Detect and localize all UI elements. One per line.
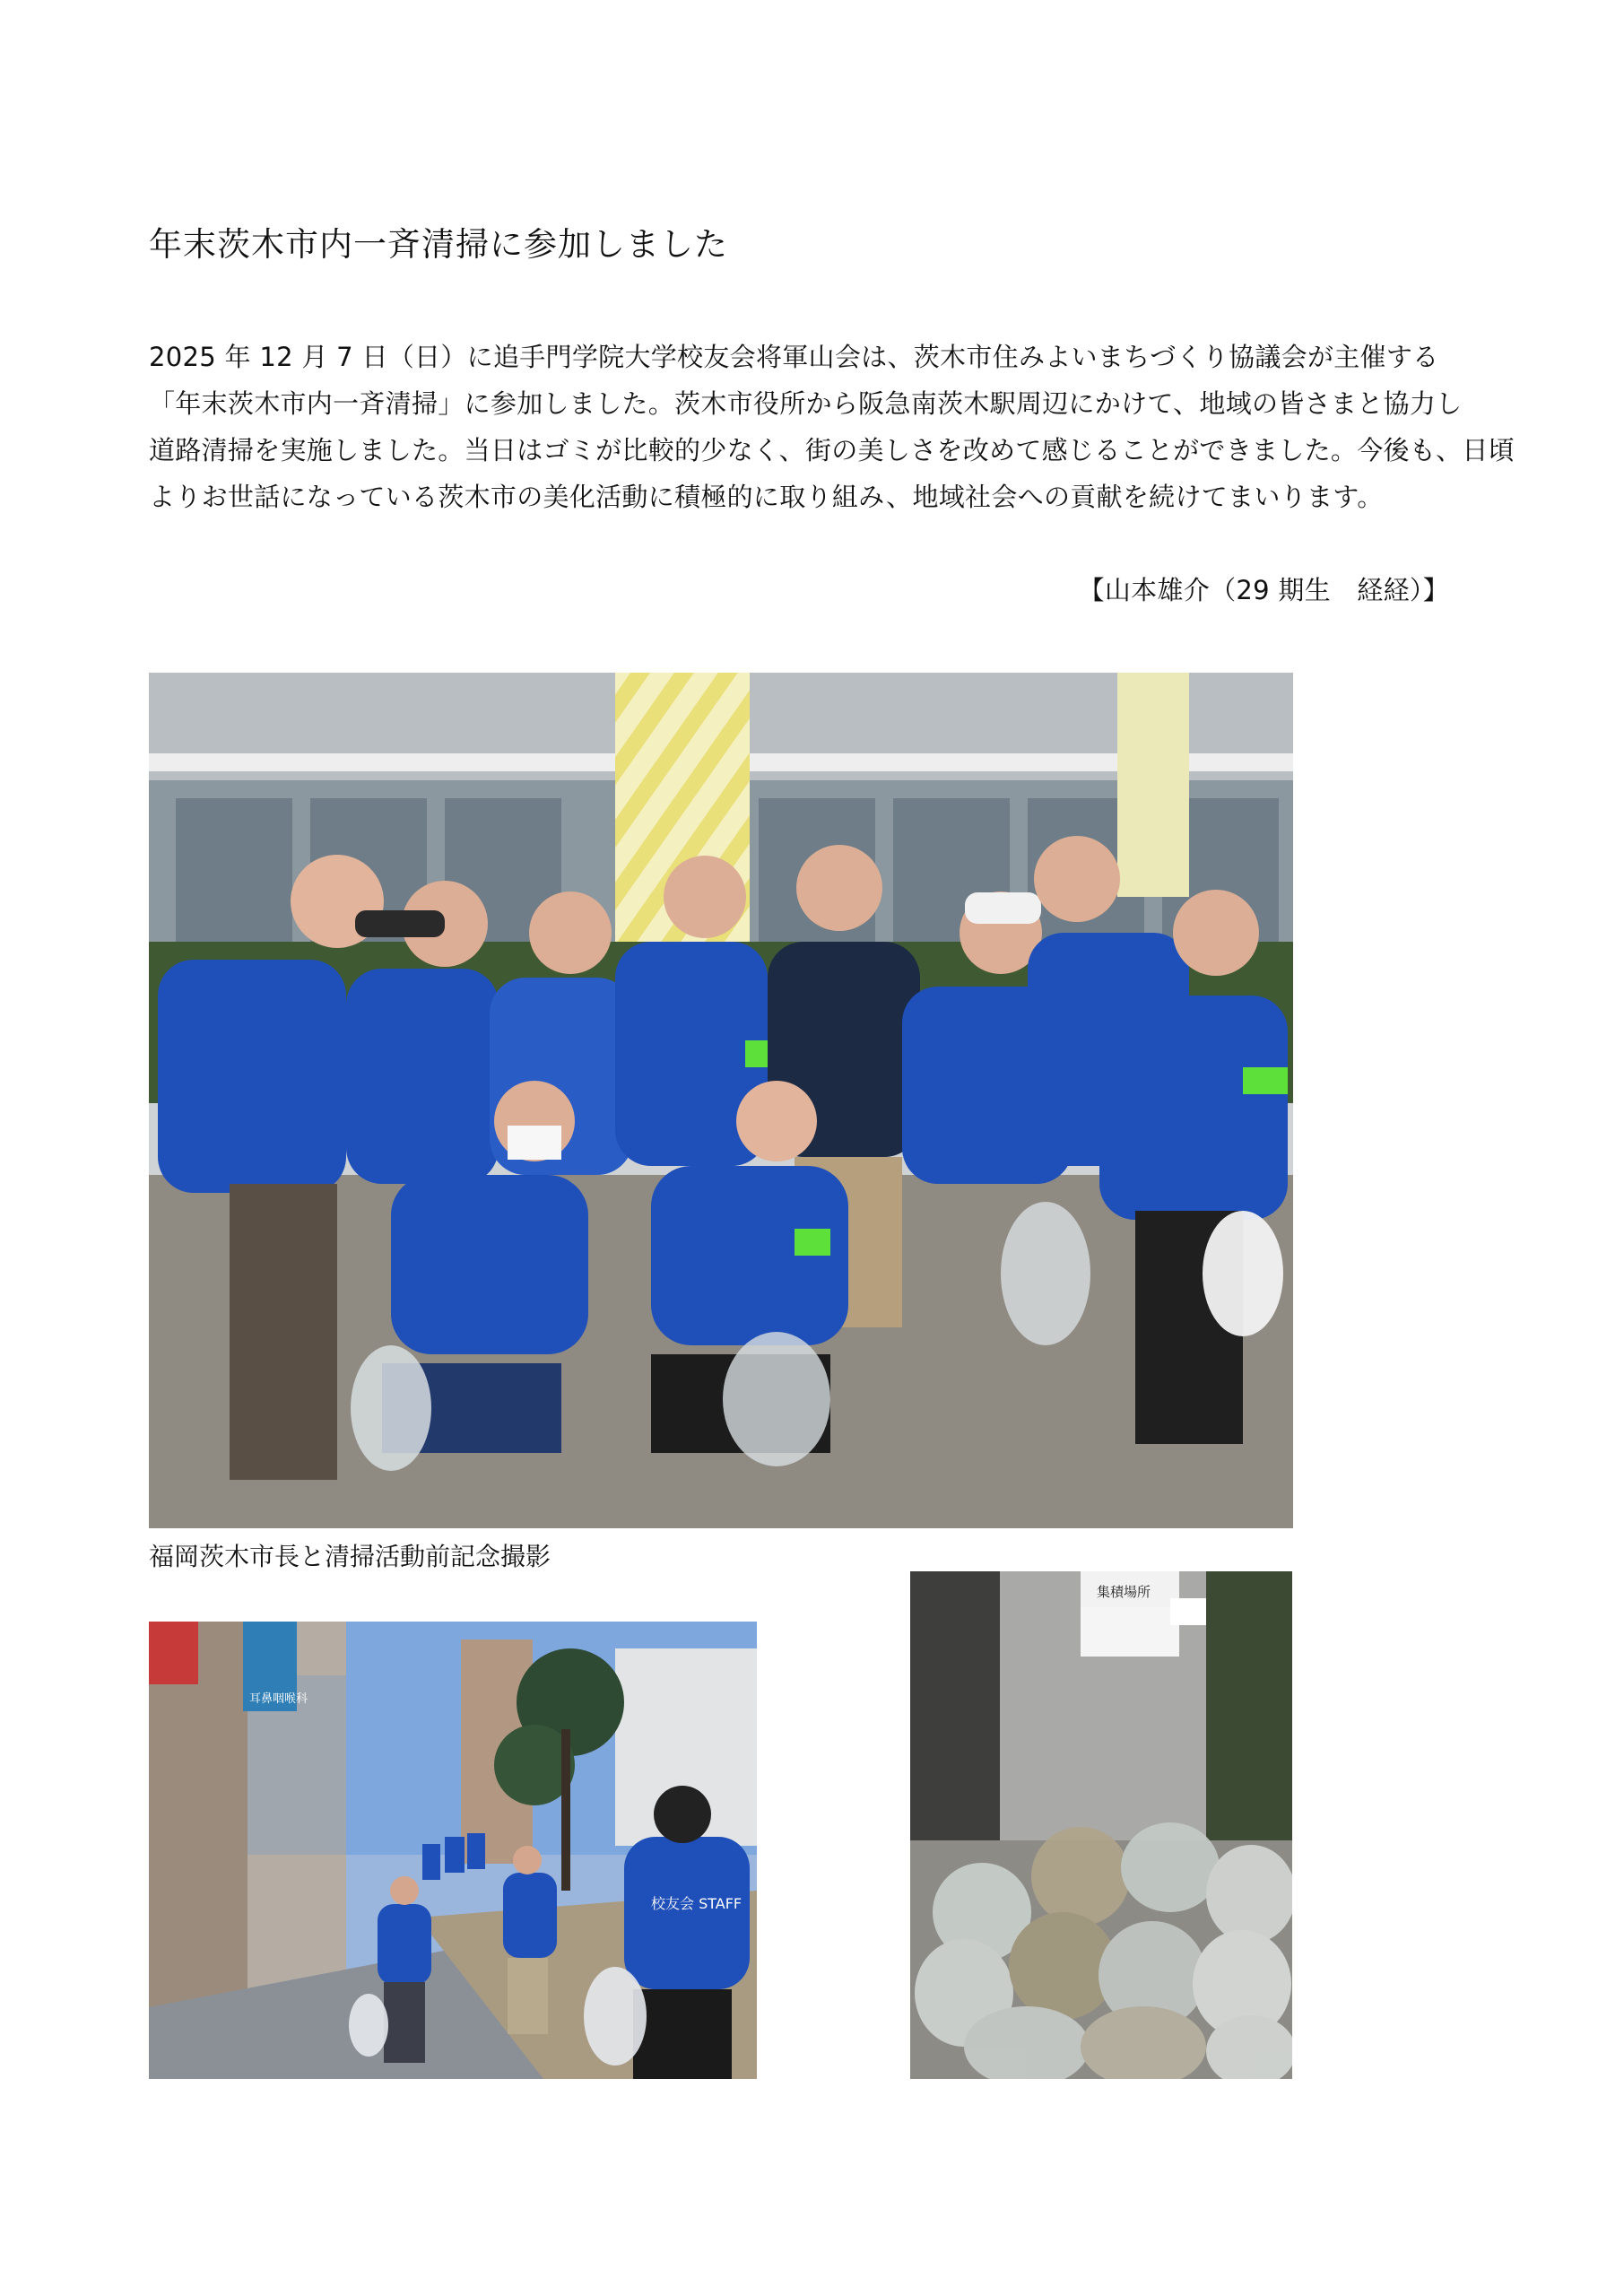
staff-jacket-text: 校友会 STAFF (651, 1895, 743, 1912)
collected-trash-photo (910, 1571, 1292, 2079)
author-credit: 【山本雄介（29 期生 経経）】 (1078, 575, 1449, 605)
body-line-3: 道路清掃を実施しました。当日はゴミが比較的少なく、街の美しさを改めて感じることができました。今後も、日頃 (149, 435, 1515, 465)
group-photo (149, 673, 1293, 1528)
article-title: 年末茨木市内一斉清掃に参加しました (149, 225, 728, 264)
collection-sign-text: 集積場所 (1097, 1584, 1151, 1600)
street-sign-text: 耳鼻咽喉科 (249, 1692, 308, 1706)
body-line-1: 2025 年 12 月 7 日（日）に追手門学院大学校友会将軍山会は、茨木市住みよいまちづくり協議会が主催する (149, 342, 1439, 372)
group-photo-caption: 福岡茨木市長と清掃活動前記念撮影 (149, 1542, 551, 1571)
body-line-2: 「年末茨木市内一斉清掃」に参加しました。茨木市役所から阪急南茨木駅周辺にかけて、地域の皆さまと協力し (149, 388, 1463, 419)
street-cleanup-photo (149, 1622, 757, 2079)
body-line-4: よりお世話になっている茨木市の美化活動に積極的に取り組み、地域社会への貢献を続けてまいります。 (149, 482, 1384, 512)
article-body (149, 334, 1515, 520)
